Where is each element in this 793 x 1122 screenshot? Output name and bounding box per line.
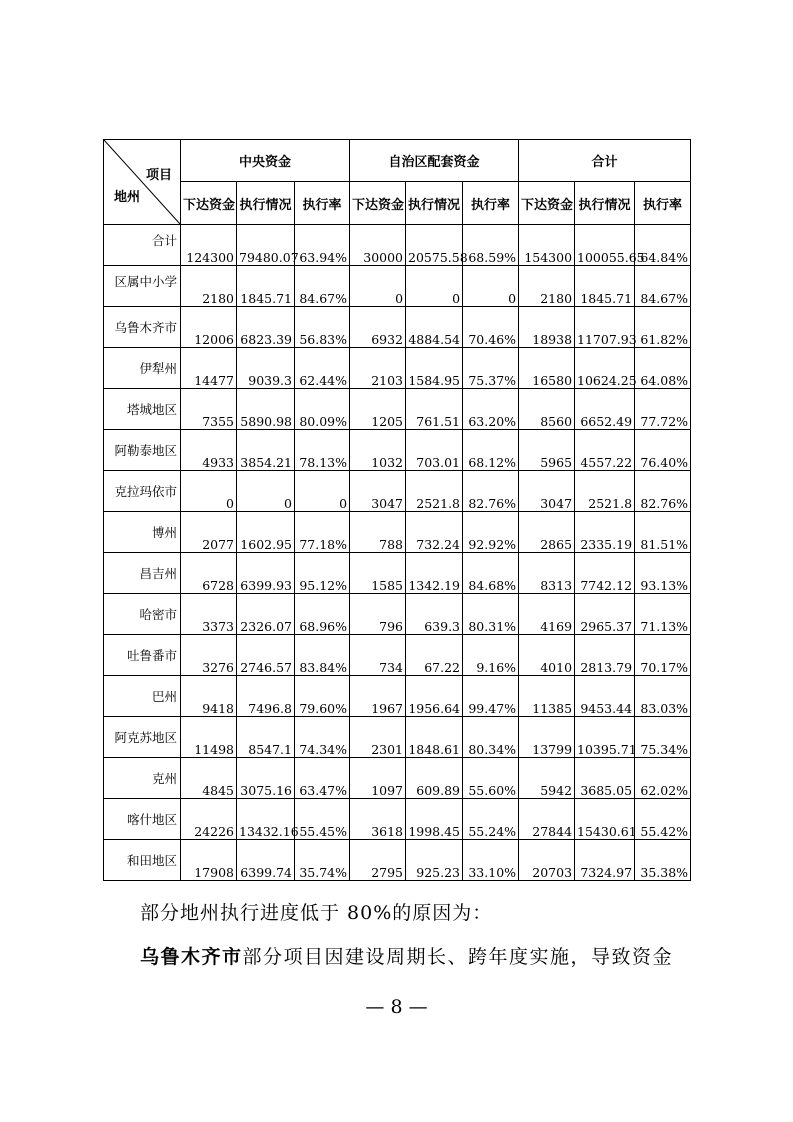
value-cell: 4933	[181, 430, 237, 471]
value-cell: 9453.44	[575, 676, 635, 717]
value-cell: 27844	[519, 799, 575, 840]
value-cell: 84.67%	[295, 266, 350, 307]
value-cell: 3276	[181, 635, 237, 676]
area-cell: 克州	[104, 758, 181, 799]
value-cell: 84.68%	[463, 553, 519, 594]
value-cell: 11707.93	[575, 307, 635, 348]
value-cell: 1967	[350, 676, 406, 717]
value-cell: 71.13%	[635, 594, 691, 635]
column-header: 下达资金	[519, 182, 575, 225]
value-cell: 2521.8	[406, 471, 463, 512]
value-cell: 12006	[181, 307, 237, 348]
value-cell: 81.51%	[635, 512, 691, 553]
value-cell: 68.12%	[463, 430, 519, 471]
value-cell: 6823.39	[237, 307, 295, 348]
value-cell: 639.3	[406, 594, 463, 635]
table-row	[104, 676, 691, 717]
value-cell: 79480.07	[237, 225, 295, 266]
table-row	[104, 266, 691, 307]
column-header: 下达资金	[350, 182, 406, 225]
value-cell: 0	[237, 471, 295, 512]
value-cell: 1602.95	[237, 512, 295, 553]
column-header: 执行率	[463, 182, 519, 225]
value-cell: 93.13%	[635, 553, 691, 594]
value-cell: 9418	[181, 676, 237, 717]
group-header-regional: 自治区配套资金	[350, 140, 519, 182]
value-cell: 6399.93	[237, 553, 295, 594]
table-row	[104, 840, 691, 881]
column-header: 执行情况	[575, 182, 635, 225]
value-cell: 61.82%	[635, 307, 691, 348]
value-cell: 70.17%	[635, 635, 691, 676]
value-cell: 82.76%	[463, 471, 519, 512]
value-cell: 0	[181, 471, 237, 512]
value-cell: 18938	[519, 307, 575, 348]
value-cell: 1032	[350, 430, 406, 471]
value-cell: 67.22	[406, 635, 463, 676]
value-cell: 0	[350, 266, 406, 307]
area-cell: 阿勒泰地区	[104, 430, 181, 471]
fund-execution-table	[103, 139, 691, 881]
area-cell: 乌鲁木齐市	[104, 307, 181, 348]
table-row	[104, 717, 691, 758]
value-cell: 9.16%	[463, 635, 519, 676]
value-cell: 3373	[181, 594, 237, 635]
value-cell: 1998.45	[406, 799, 463, 840]
value-cell: 1956.64	[406, 676, 463, 717]
table-corner-cell	[104, 140, 181, 225]
value-cell: 732.24	[406, 512, 463, 553]
area-cell: 阿克苏地区	[104, 717, 181, 758]
value-cell: 3047	[519, 471, 575, 512]
value-cell: 3047	[350, 471, 406, 512]
value-cell: 11498	[181, 717, 237, 758]
table-row	[104, 799, 691, 840]
value-cell: 55.60%	[463, 758, 519, 799]
value-cell: 10624.25	[575, 348, 635, 389]
value-cell: 13432.16	[237, 799, 295, 840]
value-cell: 95.12%	[295, 553, 350, 594]
value-cell: 79.60%	[295, 676, 350, 717]
corner-label-item: 项目	[145, 168, 172, 183]
value-cell: 8547.1	[237, 717, 295, 758]
table-row	[104, 471, 691, 512]
value-cell: 35.74%	[295, 840, 350, 881]
value-cell: 63.94%	[295, 225, 350, 266]
value-cell: 84.67%	[635, 266, 691, 307]
area-cell: 区属中小学	[104, 266, 181, 307]
value-cell: 64.84%	[635, 225, 691, 266]
value-cell: 78.13%	[295, 430, 350, 471]
value-cell: 2746.57	[237, 635, 295, 676]
area-cell: 塔城地区	[104, 389, 181, 430]
value-cell: 796	[350, 594, 406, 635]
value-cell: 4169	[519, 594, 575, 635]
value-cell: 74.34%	[295, 717, 350, 758]
area-cell: 和田地区	[104, 840, 181, 881]
value-cell: 68.59%	[463, 225, 519, 266]
value-cell: 55.24%	[463, 799, 519, 840]
value-cell: 2103	[350, 348, 406, 389]
value-cell: 2521.8	[575, 471, 635, 512]
area-cell: 昌吉州	[104, 553, 181, 594]
corner-label-area: 地州	[114, 190, 141, 205]
value-cell: 83.03%	[635, 676, 691, 717]
value-cell: 75.37%	[463, 348, 519, 389]
value-cell: 92.92%	[463, 512, 519, 553]
area-cell: 克拉玛依市	[104, 471, 181, 512]
value-cell: 33.10%	[463, 840, 519, 881]
table-row	[104, 553, 691, 594]
value-cell: 3685.05	[575, 758, 635, 799]
area-cell: 博州	[104, 512, 181, 553]
value-cell: 3854.21	[237, 430, 295, 471]
area-cell: 巴州	[104, 676, 181, 717]
column-header: 执行情况	[406, 182, 463, 225]
value-cell: 734	[350, 635, 406, 676]
value-cell: 1845.71	[575, 266, 635, 307]
value-cell: 1205	[350, 389, 406, 430]
table-row	[104, 635, 691, 676]
value-cell: 80.31%	[463, 594, 519, 635]
value-cell: 154300	[519, 225, 575, 266]
value-cell: 62.44%	[295, 348, 350, 389]
value-cell: 55.45%	[295, 799, 350, 840]
value-cell: 6932	[350, 307, 406, 348]
value-cell: 20575.58	[406, 225, 463, 266]
value-cell: 62.02%	[635, 758, 691, 799]
value-cell: 10395.71	[575, 717, 635, 758]
value-cell: 3075.16	[237, 758, 295, 799]
value-cell: 609.89	[406, 758, 463, 799]
value-cell: 2813.79	[575, 635, 635, 676]
value-cell: 4010	[519, 635, 575, 676]
value-cell: 83.84%	[295, 635, 350, 676]
value-cell: 2077	[181, 512, 237, 553]
value-cell: 2180	[519, 266, 575, 307]
column-header: 执行情况	[237, 182, 295, 225]
value-cell: 77.72%	[635, 389, 691, 430]
value-cell: 1584.95	[406, 348, 463, 389]
table-row	[104, 594, 691, 635]
value-cell: 9039.3	[237, 348, 295, 389]
value-cell: 0	[463, 266, 519, 307]
value-cell: 63.20%	[463, 389, 519, 430]
value-cell: 703.01	[406, 430, 463, 471]
value-cell: 124300	[181, 225, 237, 266]
body-paragraph-2	[140, 942, 673, 969]
value-cell: 77.18%	[295, 512, 350, 553]
table-row	[104, 348, 691, 389]
value-cell: 2335.19	[575, 512, 635, 553]
value-cell: 2326.07	[237, 594, 295, 635]
value-cell: 2180	[181, 266, 237, 307]
area-cell: 伊犁州	[104, 348, 181, 389]
value-cell: 3618	[350, 799, 406, 840]
value-cell: 7496.8	[237, 676, 295, 717]
value-cell: 8560	[519, 389, 575, 430]
value-cell: 4845	[181, 758, 237, 799]
value-cell: 2301	[350, 717, 406, 758]
value-cell: 1342.19	[406, 553, 463, 594]
area-cell: 哈密市	[104, 594, 181, 635]
value-cell: 17908	[181, 840, 237, 881]
value-cell: 55.42%	[635, 799, 691, 840]
value-cell: 68.96%	[295, 594, 350, 635]
value-cell: 7355	[181, 389, 237, 430]
value-cell: 7324.97	[575, 840, 635, 881]
value-cell: 56.83%	[295, 307, 350, 348]
value-cell: 2795	[350, 840, 406, 881]
value-cell: 20703	[519, 840, 575, 881]
value-cell: 14477	[181, 348, 237, 389]
value-cell: 4557.22	[575, 430, 635, 471]
value-cell: 100055.65	[575, 225, 635, 266]
table-row	[104, 512, 691, 553]
value-cell: 0	[295, 471, 350, 512]
value-cell: 5965	[519, 430, 575, 471]
value-cell: 1097	[350, 758, 406, 799]
body-paragraph-2-text: 部分项目因建设周期长、跨年度实施，导致资金	[242, 946, 674, 968]
value-cell: 30000	[350, 225, 406, 266]
value-cell: 2965.37	[575, 594, 635, 635]
value-cell: 63.47%	[295, 758, 350, 799]
value-cell: 6728	[181, 553, 237, 594]
highlight-city: 乌鲁木齐市	[140, 946, 243, 968]
value-cell: 6652.49	[575, 389, 635, 430]
value-cell: 70.46%	[463, 307, 519, 348]
value-cell: 99.47%	[463, 676, 519, 717]
group-header-central: 中央资金	[181, 140, 350, 182]
value-cell: 4884.54	[406, 307, 463, 348]
value-cell: 82.76%	[635, 471, 691, 512]
value-cell: 24226	[181, 799, 237, 840]
table-row	[104, 307, 691, 348]
table-row	[104, 758, 691, 799]
value-cell: 5942	[519, 758, 575, 799]
body-paragraph-1: 部分地州执行进度低于 80%的原因为：	[140, 902, 493, 924]
value-cell: 0	[406, 266, 463, 307]
page-number: — 8 —	[365, 996, 428, 1018]
value-cell: 1848.61	[406, 717, 463, 758]
value-cell: 1845.71	[237, 266, 295, 307]
value-cell: 80.34%	[463, 717, 519, 758]
value-cell: 8313	[519, 553, 575, 594]
value-cell: 80.09%	[295, 389, 350, 430]
area-cell: 喀什地区	[104, 799, 181, 840]
value-cell: 788	[350, 512, 406, 553]
value-cell: 35.38%	[635, 840, 691, 881]
value-cell: 7742.12	[575, 553, 635, 594]
table-row	[104, 389, 691, 430]
value-cell: 2865	[519, 512, 575, 553]
value-cell: 15430.61	[575, 799, 635, 840]
value-cell: 16580	[519, 348, 575, 389]
value-cell: 75.34%	[635, 717, 691, 758]
area-cell: 吐鲁番市	[104, 635, 181, 676]
column-header: 执行率	[635, 182, 691, 225]
value-cell: 5890.98	[237, 389, 295, 430]
area-cell: 合计	[104, 225, 181, 266]
column-header: 下达资金	[181, 182, 237, 225]
value-cell: 761.51	[406, 389, 463, 430]
value-cell: 76.40%	[635, 430, 691, 471]
value-cell: 6399.74	[237, 840, 295, 881]
group-header-total: 合计	[519, 140, 691, 182]
value-cell: 925.23	[406, 840, 463, 881]
column-header: 执行率	[295, 182, 350, 225]
table-row	[104, 430, 691, 471]
value-cell: 11385	[519, 676, 575, 717]
table-row	[104, 225, 691, 266]
value-cell: 13799	[519, 717, 575, 758]
value-cell: 64.08%	[635, 348, 691, 389]
value-cell: 1585	[350, 553, 406, 594]
